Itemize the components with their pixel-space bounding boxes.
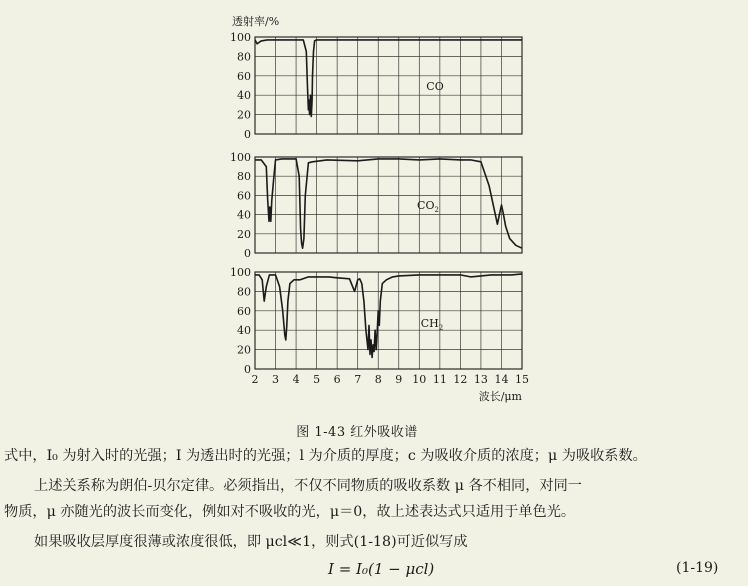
spectrum-line bbox=[255, 40, 522, 117]
x-tick-label: 5 bbox=[313, 373, 321, 386]
y-tick-label: 80 bbox=[237, 170, 251, 184]
x-tick-label: 2 bbox=[251, 373, 259, 386]
x-tick-label: 6 bbox=[333, 373, 341, 386]
panel-label-subscript: 2 bbox=[438, 324, 444, 332]
x-tick-label: 12 bbox=[453, 373, 468, 386]
x-tick-label: 3 bbox=[272, 373, 280, 386]
x-tick-label: 10 bbox=[412, 373, 427, 386]
y-tick-label: 0 bbox=[244, 247, 251, 260]
panel-label: $CO_2$ bbox=[417, 199, 439, 214]
spectrum-line bbox=[255, 159, 522, 248]
x-tick-label: 9 bbox=[395, 373, 403, 386]
x-tick-label: 15 bbox=[515, 373, 529, 386]
y-tick-label: 100 bbox=[230, 31, 251, 44]
paragraph-4: 如果吸收层厚度很薄或浓度很低，即 μcl≪1，则式(1-18)可近似写成 bbox=[34, 534, 468, 550]
equation-number: (1-19) bbox=[676, 560, 719, 576]
y-axis-label: 透射率/% bbox=[232, 15, 280, 28]
plot-frame bbox=[255, 157, 522, 253]
x-tick-label: 14 bbox=[494, 373, 509, 386]
panel-label: CO bbox=[426, 80, 444, 93]
y-tick-label: 20 bbox=[237, 227, 251, 241]
paragraph-2: 上述关系称为朗伯-贝尔定律。必须指出，不仅不同物质的吸收系数 μ 各不相同，对同一 bbox=[34, 478, 582, 494]
x-tick-label: 7 bbox=[354, 373, 362, 386]
plot-frame bbox=[255, 272, 522, 369]
y-tick-label: 40 bbox=[237, 89, 251, 103]
y-tick-label: 0 bbox=[244, 363, 251, 376]
x-tick-label: 11 bbox=[432, 373, 447, 386]
y-tick-label: 20 bbox=[237, 108, 251, 122]
x-tick-label: 4 bbox=[292, 373, 300, 386]
panel-label-subscript: 2 bbox=[434, 206, 439, 214]
x-axis-label: 波长/μm bbox=[478, 390, 522, 403]
paragraph-3: 物质，μ 亦随光的波长而变化，例如对不吸收的光，μ＝0，故上述表达式只适用于单色光。 bbox=[4, 504, 576, 520]
plot-frame bbox=[255, 37, 522, 134]
y-tick-label: 20 bbox=[237, 343, 251, 357]
figure-caption: 图 1-43 红外吸收谱 bbox=[296, 425, 418, 440]
y-tick-label: 100 bbox=[230, 151, 251, 164]
y-tick-label: 100 bbox=[230, 266, 251, 279]
y-tick-label: 60 bbox=[237, 304, 251, 318]
formula: I = I₀(1 − μcl) bbox=[328, 560, 435, 578]
y-tick-label: 40 bbox=[237, 324, 251, 338]
y-tick-label: 60 bbox=[237, 69, 251, 83]
x-tick-label: 8 bbox=[374, 373, 382, 386]
y-tick-label: 80 bbox=[237, 50, 251, 64]
panel-label: $CH_2$ bbox=[420, 317, 444, 332]
y-tick-label: 80 bbox=[237, 285, 251, 299]
y-tick-label: 60 bbox=[237, 189, 251, 203]
y-tick-label: 0 bbox=[244, 128, 251, 141]
x-tick-label: 13 bbox=[473, 373, 488, 386]
spectrum-line bbox=[255, 274, 522, 358]
paragraph-1: 式中，I₀ 为射入时的光强；I 为透出时的光强；l 为介质的厚度；c 为吸收介质的浓度；μ 为吸收系数。 bbox=[4, 448, 647, 464]
y-tick-label: 40 bbox=[237, 208, 251, 222]
